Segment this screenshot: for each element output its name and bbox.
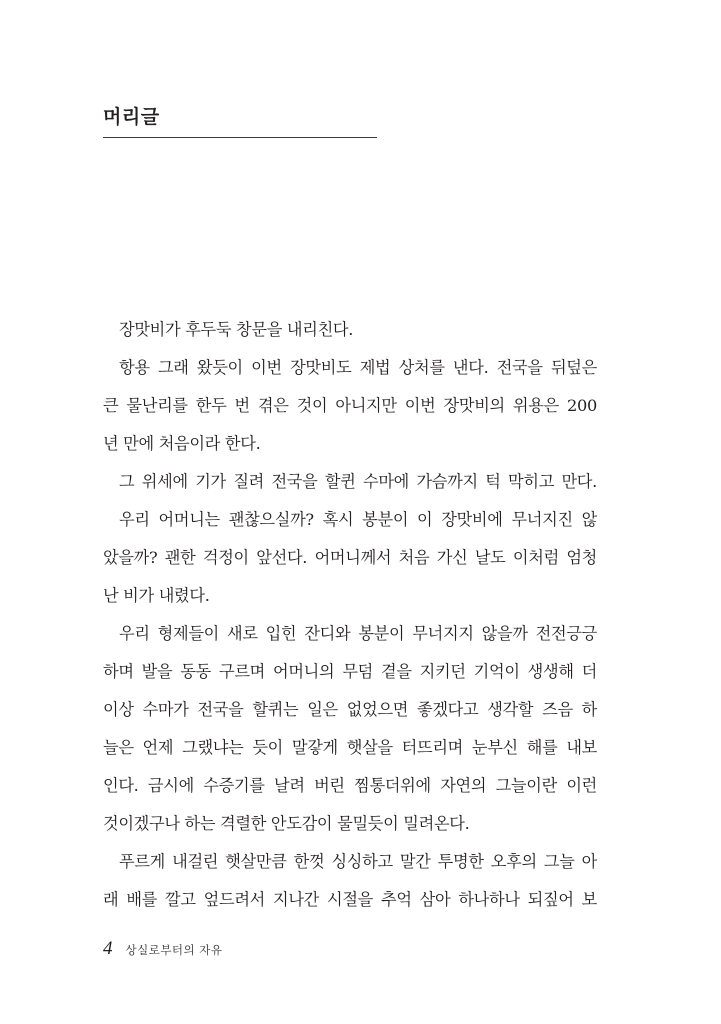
body-text	[103, 311, 597, 919]
paragraph-line: 항용 그래 왔듯이 이번 장맛비도 제법 상처를 낸다. 전국을 뒤덮은	[119, 358, 597, 377]
paragraph-line: 것이겠구나 하는 격렬한 안도감이 물밀듯이 밀려온다.	[103, 814, 470, 833]
paragraph-line: 늘은 언제 그랬냐는 듯이 말갛게 햇살을 터뜨리며 눈부신 해를 내보	[103, 738, 597, 757]
paragraph-line: 인다. 금시에 수증기를 날려 버린 찜통더위에 자연의 그늘이란 이런	[103, 776, 597, 795]
paragraph-line: 푸르게 내걸린 햇살만큼 한껏 싱싱하고 말간 투명한 오후의 그늘 아	[119, 852, 597, 871]
paragraph-line: 큰 물난리를 한두 번 겪은 것이 아니지만 이번 장맛비의 위용은 200	[103, 396, 597, 415]
paragraph-line: 년 만에 처음이라 한다.	[103, 434, 261, 453]
paragraph-line: 하며 발을 동동 구르며 어머니의 무덤 곁을 지키던 기억이 생생해 더	[103, 662, 597, 681]
paragraph-line: 장맛비가 후두둑 창문을 내리친다.	[119, 320, 354, 339]
paragraph-line: 우리 형제들이 새로 입힌 잔디와 봉분이 무너지지 않을까 전전긍긍	[119, 624, 597, 643]
heading-underline	[103, 137, 377, 138]
paragraph-line: 우리 어머니는 괜찮으실까? 혹시 봉분이 이 장맛비에 무너지진 않	[119, 510, 597, 529]
paragraph-line: 래 배를 깔고 엎드려서 지나간 시절을 추억 삼아 하나하나 되짚어 보	[103, 890, 597, 909]
paragraph-line: 았을까? 괜한 걱정이 앞선다. 어머니께서 처음 가신 날도 이처럼 엄청	[103, 548, 597, 567]
paragraph-line: 난 비가 내렸다.	[103, 586, 210, 605]
running-title: 상실로부터의 자유	[125, 943, 223, 957]
paragraph-line: 그 위세에 기가 질려 전국을 할퀸 수마에 가슴까지 턱 막히고 만다.	[119, 472, 597, 491]
page-footer	[103, 938, 223, 960]
page-number: 4	[103, 938, 113, 959]
paragraph-line: 이상 수마가 전국을 할퀴는 일은 없었으면 좋겠다고 생각할 즈음 하	[103, 700, 597, 719]
chapter-heading: 머리글	[103, 106, 160, 128]
